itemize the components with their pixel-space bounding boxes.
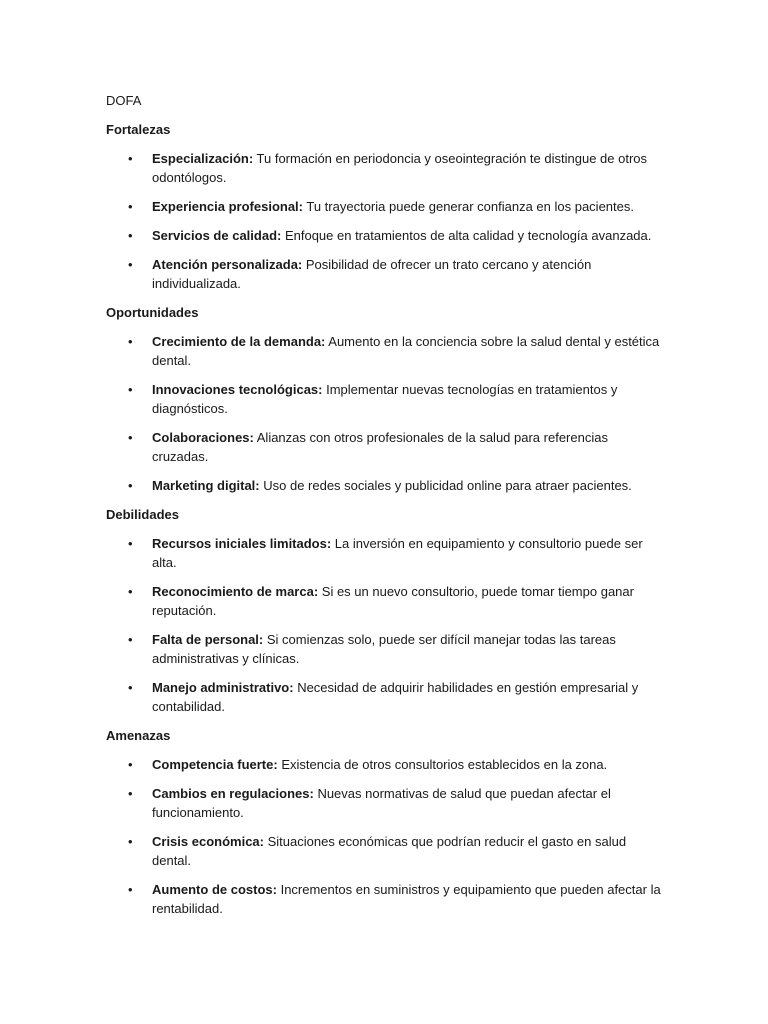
list-item xyxy=(106,784,666,822)
item-term: Marketing digital: xyxy=(152,478,260,493)
list-item xyxy=(106,476,666,495)
list-item xyxy=(106,582,666,620)
bullet-icon: • xyxy=(128,151,133,166)
bullet-icon: • xyxy=(128,257,133,272)
item-term: Atención personalizada: xyxy=(152,257,303,272)
list-item xyxy=(106,534,666,572)
item-term: Innovaciones tecnológicas: xyxy=(152,382,323,397)
item-text: Necesidad de adquirir habilidades en gestión empresarial y contabilidad. xyxy=(152,680,639,714)
item-term: Experiencia profesional: xyxy=(152,199,303,214)
bullet-icon: • xyxy=(128,882,133,897)
item-term: Aumento de costos: xyxy=(152,882,277,897)
list-item xyxy=(106,755,666,774)
item-term: Crisis económica: xyxy=(152,834,264,849)
document-page xyxy=(106,91,666,928)
item-text: Existencia de otros consultorios establecidos en la zona. xyxy=(277,757,608,772)
section-fortalezas xyxy=(106,120,666,293)
list-item xyxy=(106,880,666,918)
section-heading: Fortalezas xyxy=(106,122,171,137)
list-item xyxy=(106,255,666,293)
bullet-icon: • xyxy=(128,199,133,214)
item-text: Si comienzas solo, puede ser difícil manejar todas las tareas administrativas y clínicas. xyxy=(152,632,616,666)
item-term: Crecimiento de la demanda: xyxy=(152,334,326,349)
bullet-list xyxy=(106,534,666,716)
item-term: Especialización: xyxy=(152,151,254,166)
bullet-icon: • xyxy=(128,334,133,349)
bullet-icon: • xyxy=(128,584,133,599)
item-text: Implementar nuevas tecnologías en tratamientos y diagnósticos. xyxy=(152,382,618,416)
list-item xyxy=(106,197,666,216)
bullet-icon: • xyxy=(128,680,133,695)
bullet-icon: • xyxy=(128,228,133,243)
bullet-icon: • xyxy=(128,382,133,397)
item-text: Situaciones económicas que podrían reducir el gasto en salud dental. xyxy=(152,834,627,868)
item-term: Servicios de calidad: xyxy=(152,228,282,243)
bullet-icon: • xyxy=(128,430,133,445)
bullet-icon: • xyxy=(128,834,133,849)
item-term: Recursos iniciales limitados: xyxy=(152,536,332,551)
list-item xyxy=(106,149,666,187)
bullet-icon: • xyxy=(128,786,133,801)
item-text: La inversión en equipamiento y consultorio puede ser alta. xyxy=(152,536,643,570)
section-heading: Debilidades xyxy=(106,507,179,522)
bullet-list xyxy=(106,149,666,293)
list-item xyxy=(106,678,666,716)
item-text: Nuevas normativas de salud que puedan afectar el funcionamiento. xyxy=(152,786,611,820)
item-text: Enfoque en tratamientos de alta calidad y tecnología avanzada. xyxy=(281,228,652,243)
list-item xyxy=(106,332,666,370)
section-oportunidades xyxy=(106,303,666,495)
document-title: DOFA xyxy=(106,93,142,108)
item-text: Aumento en la conciencia sobre la salud dental y estética dental. xyxy=(152,334,660,368)
section-amenazas xyxy=(106,726,666,918)
item-text: Uso de redes sociales y publicidad online para atraer pacientes. xyxy=(259,478,632,493)
list-item xyxy=(106,832,666,870)
list-item xyxy=(106,630,666,668)
item-term: Manejo administrativo: xyxy=(152,680,294,695)
item-text: Tu trayectoria puede generar confianza en los pacientes. xyxy=(303,199,634,214)
bullet-icon: • xyxy=(128,478,133,493)
bullet-icon: • xyxy=(128,632,133,647)
list-item xyxy=(106,380,666,418)
item-text: Incrementos en suministros y equipamiento que pueden afectar la rentabilidad. xyxy=(152,882,661,916)
section-heading: Amenazas xyxy=(106,728,171,743)
item-text: Tu formación en periodoncia y oseointegración te distingue de otros odontólogos. xyxy=(152,151,648,185)
list-item xyxy=(106,428,666,466)
list-item xyxy=(106,226,666,245)
item-term: Cambios en regulaciones: xyxy=(152,786,314,801)
item-term: Falta de personal: xyxy=(152,632,264,647)
bullet-list xyxy=(106,755,666,918)
item-term: Reconocimiento de marca: xyxy=(152,584,319,599)
bullet-icon: • xyxy=(128,536,133,551)
section-heading: Oportunidades xyxy=(106,305,199,320)
item-term: Competencia fuerte: xyxy=(152,757,278,772)
section-debilidades xyxy=(106,505,666,716)
item-text: Posibilidad de ofrecer un trato cercano y atención individualizada. xyxy=(152,257,592,291)
item-term: Colaboraciones: xyxy=(152,430,254,445)
bullet-icon: • xyxy=(128,757,133,772)
bullet-list xyxy=(106,332,666,495)
item-text: Si es un nuevo consultorio, puede tomar tiempo ganar reputación. xyxy=(152,584,634,618)
item-text: Alianzas con otros profesionales de la salud para referencias cruzadas. xyxy=(152,430,608,464)
